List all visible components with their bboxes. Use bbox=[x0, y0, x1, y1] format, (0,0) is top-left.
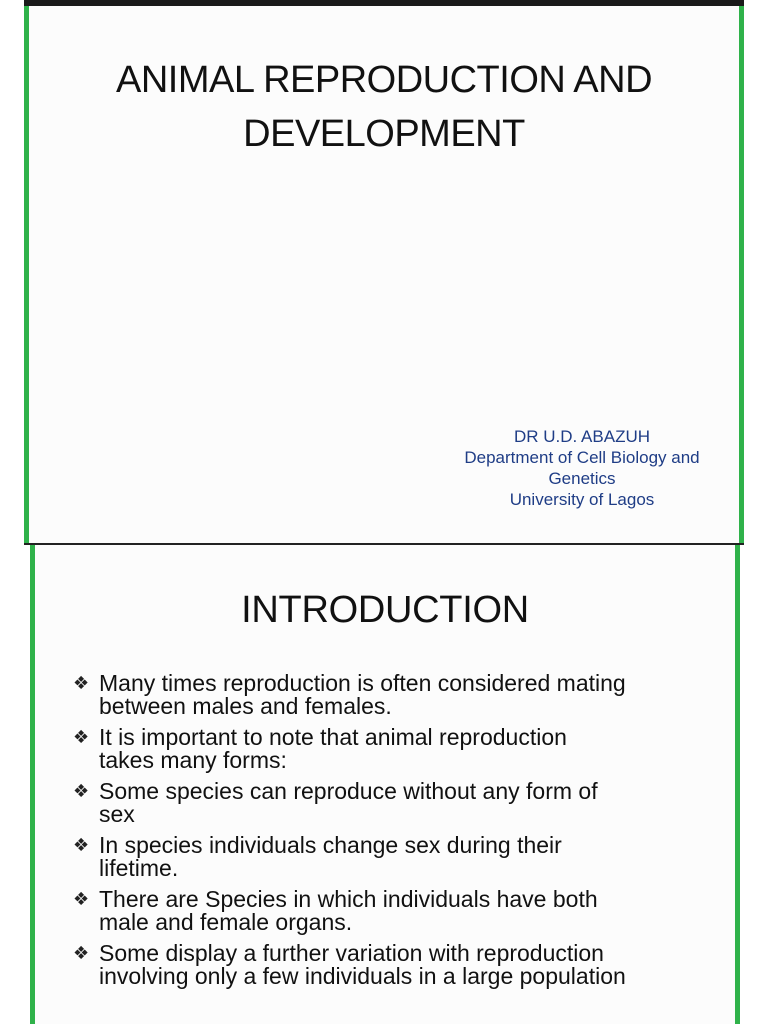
bullet-item bbox=[71, 834, 711, 880]
bullet-line-1: There are Species in which individuals have both bbox=[99, 886, 598, 912]
bullet-line-2: takes many forms: bbox=[99, 747, 287, 773]
introduction-slide bbox=[30, 545, 740, 1024]
slide-title bbox=[29, 53, 739, 161]
bullet-line-1: In species individuals change sex during their bbox=[99, 832, 562, 858]
bullet-line-2: male and female organs. bbox=[99, 909, 353, 935]
bullet-line-2: lifetime. bbox=[99, 855, 179, 881]
author-name: DR U.D. ABAZUH bbox=[513, 427, 651, 446]
title-slide bbox=[24, 6, 744, 543]
bullet-line-1: Many times reproduction is often considered mating bbox=[99, 670, 626, 696]
diamond-bullet-icon: ❖ bbox=[73, 943, 90, 963]
department-line-2: Genetics bbox=[548, 469, 616, 488]
bullet-item bbox=[71, 780, 711, 826]
bullet-line-1: Some species can reproduce without any form of bbox=[99, 778, 598, 804]
diamond-bullet-icon: ❖ bbox=[73, 781, 90, 801]
author-block bbox=[437, 426, 727, 510]
bullet-line-2: sex bbox=[99, 801, 135, 827]
bullet-list bbox=[71, 672, 711, 996]
bullet-line-2: between males and females. bbox=[99, 693, 392, 719]
slide-title-line-2: DEVELOPMENT bbox=[243, 113, 525, 155]
bullet-line-1: Some display a further variation with reproduction bbox=[99, 940, 604, 966]
diamond-bullet-icon: ❖ bbox=[73, 727, 90, 747]
bullet-item bbox=[71, 726, 711, 772]
bullet-item bbox=[71, 942, 711, 988]
diamond-bullet-icon: ❖ bbox=[73, 835, 90, 855]
diamond-bullet-icon: ❖ bbox=[73, 889, 90, 909]
bullet-item bbox=[71, 672, 711, 718]
bullet-line-1: It is important to note that animal reproduction bbox=[99, 724, 567, 750]
slide-title-line-1: ANIMAL REPRODUCTION AND bbox=[115, 59, 653, 101]
diamond-bullet-icon: ❖ bbox=[73, 673, 90, 693]
introduction-title: INTRODUCTION bbox=[241, 589, 529, 631]
bullet-line-2: involving only a few individuals in a large population bbox=[99, 963, 626, 989]
bullet-item bbox=[71, 888, 711, 934]
department-line-1: Department of Cell Biology and bbox=[464, 448, 700, 467]
university-name: University of Lagos bbox=[509, 490, 655, 509]
